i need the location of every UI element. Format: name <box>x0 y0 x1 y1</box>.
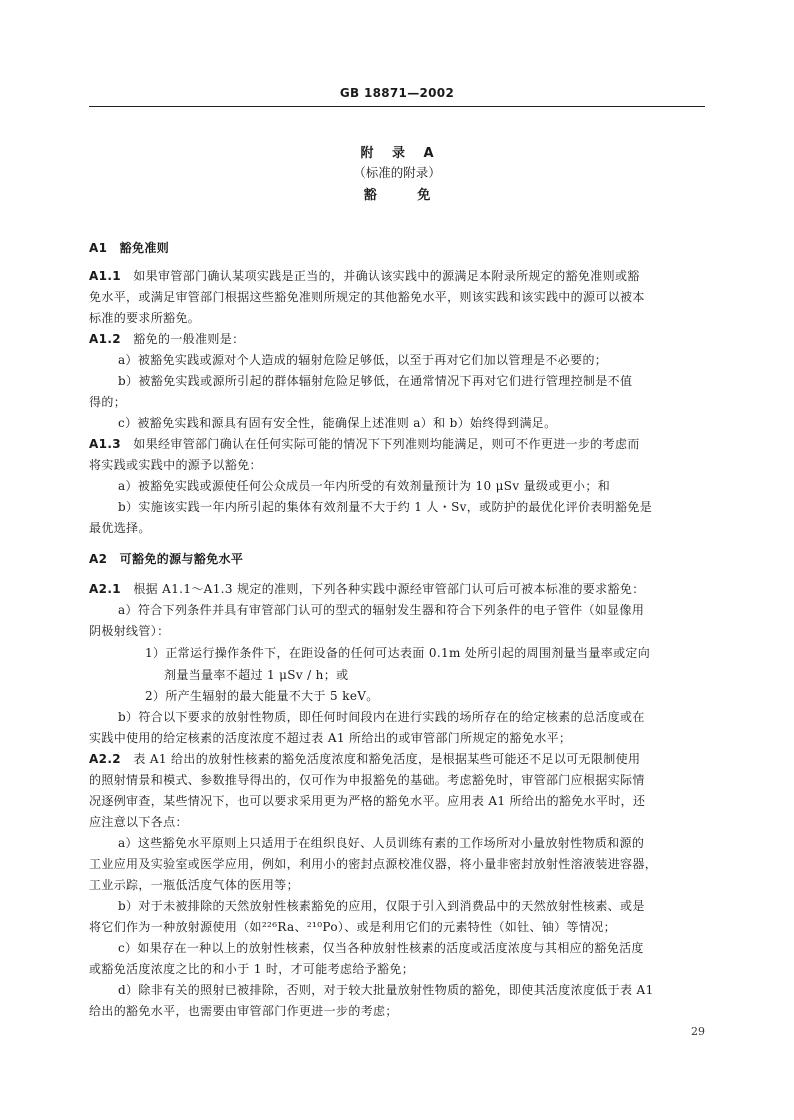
line-text: 表 A1 给出的放射性核素的豁免活度浓度和豁免活度，是根据某些可能还不足以可无限制使用 <box>133 752 641 766</box>
header-rule <box>89 106 705 107</box>
section-heading <box>89 240 705 256</box>
line-text: a）被豁免实践或源使任何公众成员一年内所受的有效剂量预计为 10 μSv 量级或更小；和 <box>118 479 611 493</box>
text-line <box>89 310 705 326</box>
clause-number: A1.1 <box>89 269 121 283</box>
line-text: 标准的要求所豁免。 <box>89 311 201 325</box>
clause-line <box>89 751 705 767</box>
line-text: a）符合下列条件并具有审管部门认可的型式的辐射发生器和符合下列条件的电子管件（如显像用 <box>118 603 645 617</box>
line-text: b）符合以下要求的放射性物质，即任何时间段内在进行实践的场所存在的给定核素的总活度或在 <box>118 710 645 724</box>
line-text: 1）正常运行操作条件下，在距设备的任何可达表面 0.1m 处所引起的周围剂量当量率或定向 <box>145 646 651 660</box>
line-text: 剂量当量率不超过 1 μSv / h；或 <box>164 668 349 682</box>
text-line <box>89 1003 705 1019</box>
text-line <box>118 982 705 998</box>
line-text: 将实践或实践中的源予以豁免： <box>89 458 262 472</box>
line-text: 将它们作为一种放射源使用（如²²⁶Ra、²¹⁰Po）、或是利用它们的元素特性（如钍、铀）等情况； <box>89 920 616 934</box>
line-text: 或豁免活度浓度之比的和小于 1 时，才可能考虑给予豁免； <box>89 962 415 976</box>
line-text: 应注意以下各点： <box>89 815 188 829</box>
clause-line <box>89 331 705 347</box>
text-line <box>118 499 705 515</box>
clause-number: A1.2 <box>89 332 121 346</box>
line-text: b）被豁免实践或源所引起的群体辐射危险足够低，在通常情况下再对它们进行管理控制是不值 <box>118 374 633 388</box>
text-line <box>118 478 705 494</box>
clause-line <box>89 268 705 284</box>
text-line <box>118 352 705 368</box>
line-text: c）如果存在一种以上的放射性核素，仅当各种放射性核素的活度或活度浓度与其相应的豁免活度 <box>118 941 644 955</box>
page-number: 29 <box>691 1025 705 1038</box>
text-line <box>89 919 705 935</box>
line-text: 给出的豁免水平，也需要由审管部门作更进一步的考虑； <box>89 1004 398 1018</box>
line-text: c）被豁免实践和源具有固有安全性，能确保上述准则 a）和 b）始终得到满足。 <box>118 416 557 430</box>
text-line <box>89 457 705 473</box>
line-text: 免水平，或满足审管部门根据这些豁免准则所规定的其他豁免水平，则该实践和该实践中的源可以被本 <box>89 290 645 304</box>
clause-line <box>89 581 705 597</box>
text-line <box>89 520 705 536</box>
text-line <box>118 415 705 431</box>
text-line <box>89 772 705 788</box>
line-text: 根据 A1.1～A1.3 规定的准则，下列各种实践中源经审管部门认可后可被本标准的要求豁免： <box>133 582 645 596</box>
line-text: 的照射情景和模式、参数推导得出的，仅可作为申报豁免的基础。考虑豁免时，审管部门应根据实际情 <box>89 773 645 787</box>
text-line <box>164 667 705 683</box>
line-text: 阴极射线管）： <box>89 624 170 638</box>
text-line <box>89 623 705 639</box>
document-code: GB 18871—2002 <box>339 86 455 100</box>
text-line <box>118 835 705 851</box>
clause-number: A2.2 <box>89 752 121 766</box>
line-text: 如果审管部门确认某项实践是正当的，并确认该实践中的源满足本附录所规定的豁免准则或豁 <box>133 269 640 283</box>
text-line <box>89 394 705 410</box>
text-line <box>118 898 705 914</box>
line-text: 工业示踪，一瓶低活度气体的医用等； <box>89 878 299 892</box>
text-line <box>89 856 705 872</box>
text-line <box>118 709 705 725</box>
line-text: 如果经审管部门确认在任何实际可能的情况下下列准则均能满足，则可不作更进一步的考虑而 <box>133 437 640 451</box>
line-text: b）实施该实践一年内所引起的集体有效剂量不大于约 1 人・Sv，或防护的最优化评价表明豁免是 <box>118 500 653 514</box>
appendix-name: 豁 免 <box>363 188 431 203</box>
clause-number: A1.3 <box>89 437 121 451</box>
line-text: 况逐例审查，某些情况下，也可以要求采用更为严格的豁免水平。应用表 A1 所给出的豁免水平时，还 <box>89 794 646 808</box>
line-text: A2 可豁免的源与豁免水平 <box>89 552 244 566</box>
line-text: b）对于未被排除的天然放射性核素豁免的应用，仅限于引入到消费品中的天然放射性核素、或是 <box>118 899 645 913</box>
text-line <box>89 814 705 830</box>
appendix-title: 附 录 A <box>360 146 434 161</box>
line-text: a）被豁免实践或源对个人造成的辐射危险足够低，以至于再对它们加以管理是不必要的； <box>118 353 608 367</box>
line-text: 最优选择。 <box>89 521 151 535</box>
appendix-type: （标准的附录） <box>353 165 441 180</box>
text-line <box>118 940 705 956</box>
section-heading <box>89 551 705 567</box>
clause-line <box>89 436 705 452</box>
text-line <box>118 602 705 618</box>
line-text: 2）所产生辐射的最大能量不大于 5 keV。 <box>145 689 379 703</box>
clause-number: A2.1 <box>89 582 121 596</box>
line-text: d）除非有关的照射已被排除，否则，对于较大批量放射性物质的豁免，即使其活度浓度低于表 A1 <box>118 983 654 997</box>
line-text: a）这些豁免水平原则上只适用于在组织良好、人员训练有素的工作场所对小量放射性物质和源的 <box>118 836 645 850</box>
text-line <box>89 961 705 977</box>
text-line <box>145 645 705 661</box>
line-text: 实践中使用的给定核素的活度浓度不超过表 A1 所给出的或审管部门所规定的豁免水平； <box>89 731 572 745</box>
text-line <box>118 373 705 389</box>
line-text: 得的； <box>89 395 127 409</box>
text-line <box>89 793 705 809</box>
line-text: A1 豁免准则 <box>89 241 170 255</box>
text-line <box>89 289 705 305</box>
text-line <box>145 688 705 704</box>
line-text: 工业应用及实验室或医学应用，例如，利用小的密封点源校准仪器，将小量非密封放射性溶液装进容器， <box>89 857 658 871</box>
line-text: 豁免的一般准则是： <box>133 332 245 346</box>
text-line <box>89 877 705 893</box>
text-line <box>89 730 705 746</box>
